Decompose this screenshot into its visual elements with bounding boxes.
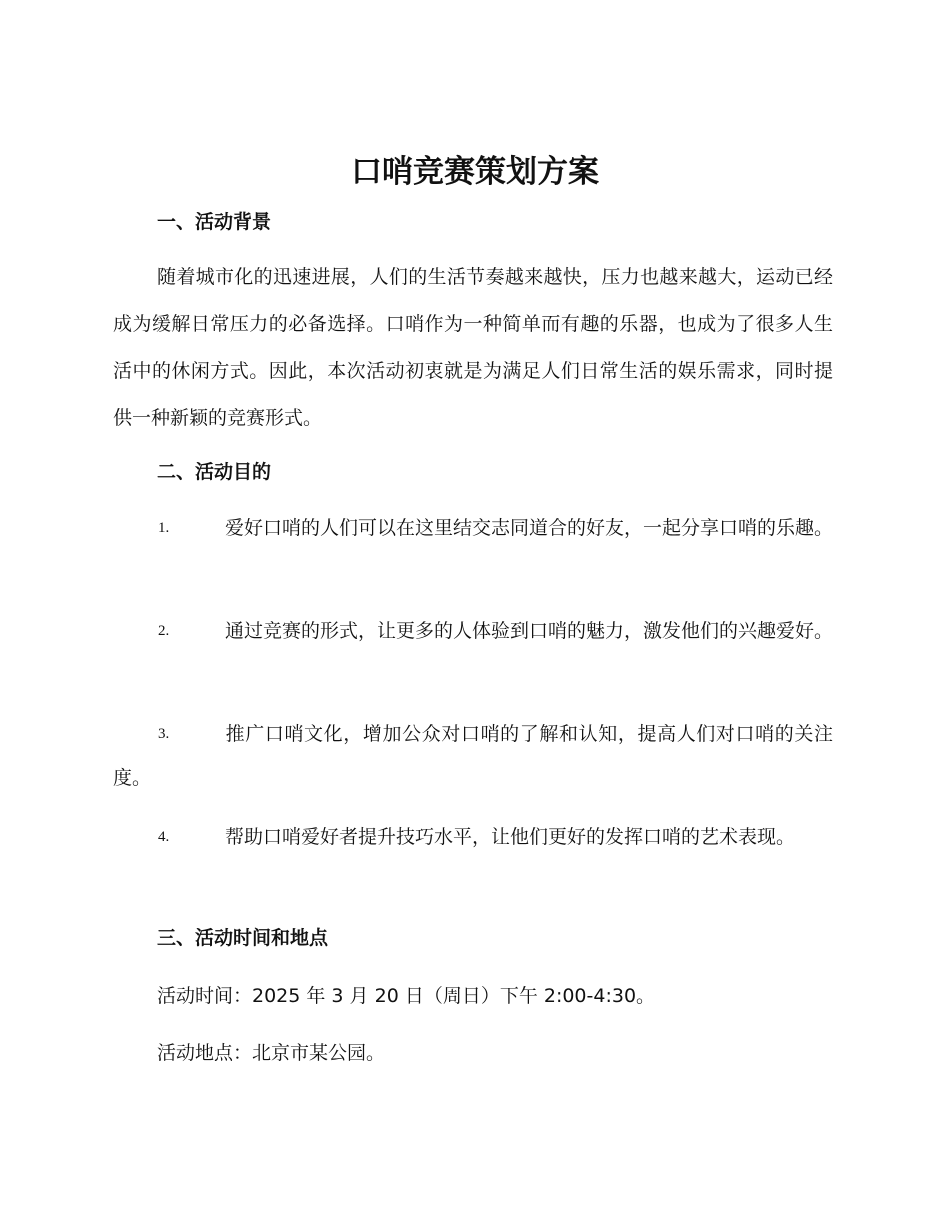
event-time: 活动时间：2025 年 3 月 20 日（周日）下午 2:00-4:30。 [157, 985, 656, 1007]
goal-item [113, 712, 833, 800]
document-title: 口哨竞赛策划方案 [351, 154, 599, 190]
goal-item-text: 爱好口哨的人们可以在这里结交志同道合的好友，一起分享口哨的乐趣。 [225, 517, 834, 539]
section-heading-background: 一、活动背景 [157, 211, 272, 233]
goal-item-text: 帮助口哨爱好者提升技巧水平，让他们更好的发挥口哨的艺术表现。 [225, 826, 796, 848]
section-heading-time-place: 三、活动时间和地点 [157, 927, 329, 949]
goal-item [113, 506, 833, 550]
section-heading-goals: 二、活动目的 [157, 461, 272, 483]
goal-item [113, 815, 833, 859]
goal-item-number: 4. [158, 829, 170, 845]
goal-item-text: 推广口哨文化，增加公众对口哨的了解和认知，提高人们对口哨的关注度。 [113, 723, 833, 789]
goal-item-number: 2. [158, 623, 170, 639]
goal-item [113, 609, 833, 653]
goal-item-number: 3. [158, 726, 170, 742]
background-paragraph: 随着城市化的迅速进展，人们的生活节奏越来越快，压力也越来越大，运动已经成为缓解日常压力的必备选择。口哨作为一种简单而有趣的乐器，也成为了很多人生活中的休闲方式。因此，本次活动初衷就是为满足人们日常生活的娱乐需求，同时提供一种新颖的竞赛形式。 [113, 266, 833, 429]
goal-item-text: 通过竞赛的形式，让更多的人体验到口哨的魅力，激发他们的兴趣爱好。 [225, 620, 834, 642]
goal-item-number: 1. [158, 520, 170, 536]
event-place: 活动地点：北京市某公园。 [157, 1042, 386, 1064]
